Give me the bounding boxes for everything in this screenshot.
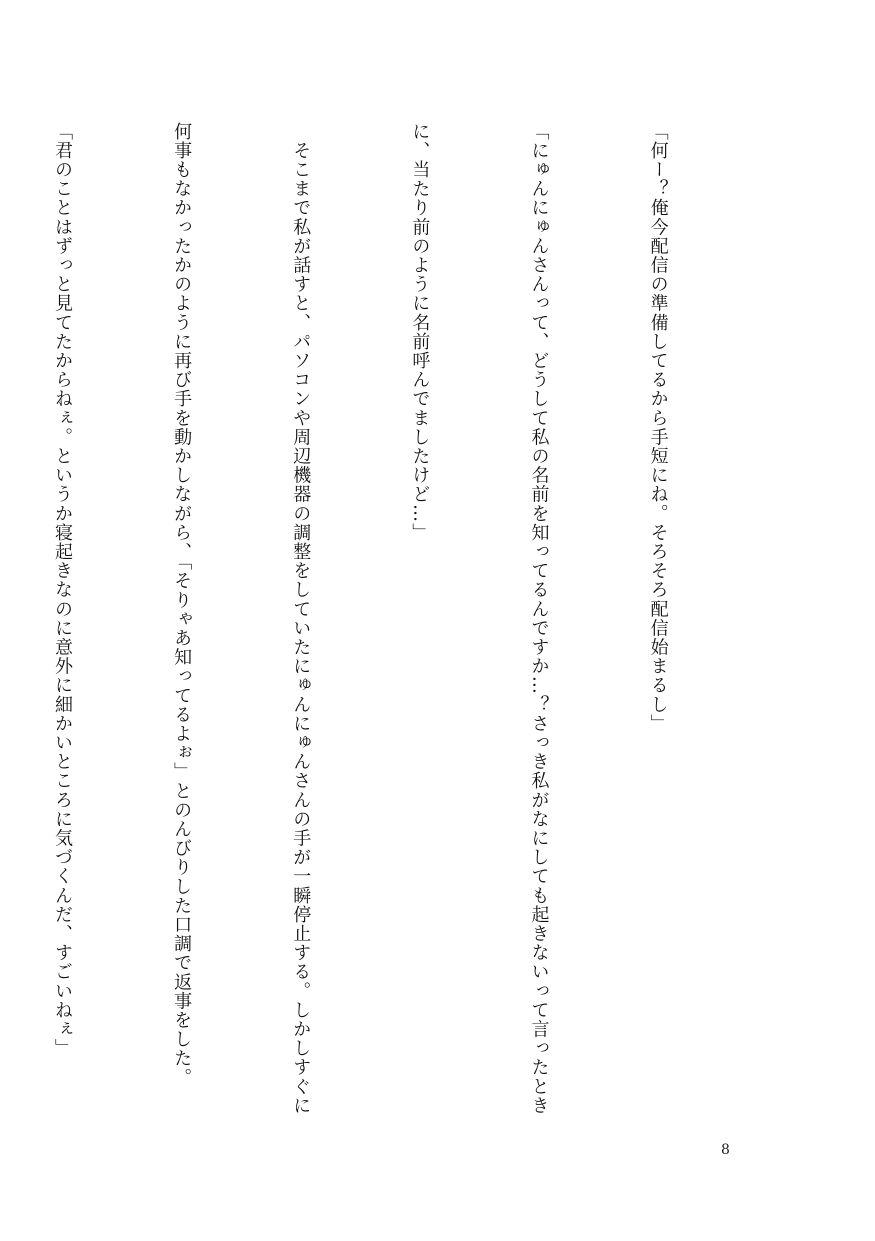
text-line: 「君のことはずっと見てたからねぇ。というか寝起きなのに意外に細かいところに気づくんだ、すごいねぇ」	[52, 122, 74, 1058]
text-line: 「何ー？俺今配信の準備してるから手短にね。そろそろ配信始まるし」	[647, 122, 669, 734]
text-line: に、当たり前のように名前呼んでましたけど…」	[409, 122, 431, 543]
page-number: 8	[721, 1142, 730, 1158]
text-line: 何事もなかったかのように再び手を動かしながら、「そりゃあ知ってるよぉ」とのんびりした口調で返事をした。	[171, 122, 193, 1088]
text-line: そこまで私が話すと、パソコンや周辺機器の調整をしていたにゅんにゅんさんの手が一瞬停止する。しかしすぐに	[290, 122, 312, 1116]
vertical-text-body	[52, 122, 757, 1116]
text-line: 「にゅんにゅんさんって、どうして私の名前を知ってるんですか…？さっき私がなにしても起きないって言ったとき	[528, 122, 550, 1116]
